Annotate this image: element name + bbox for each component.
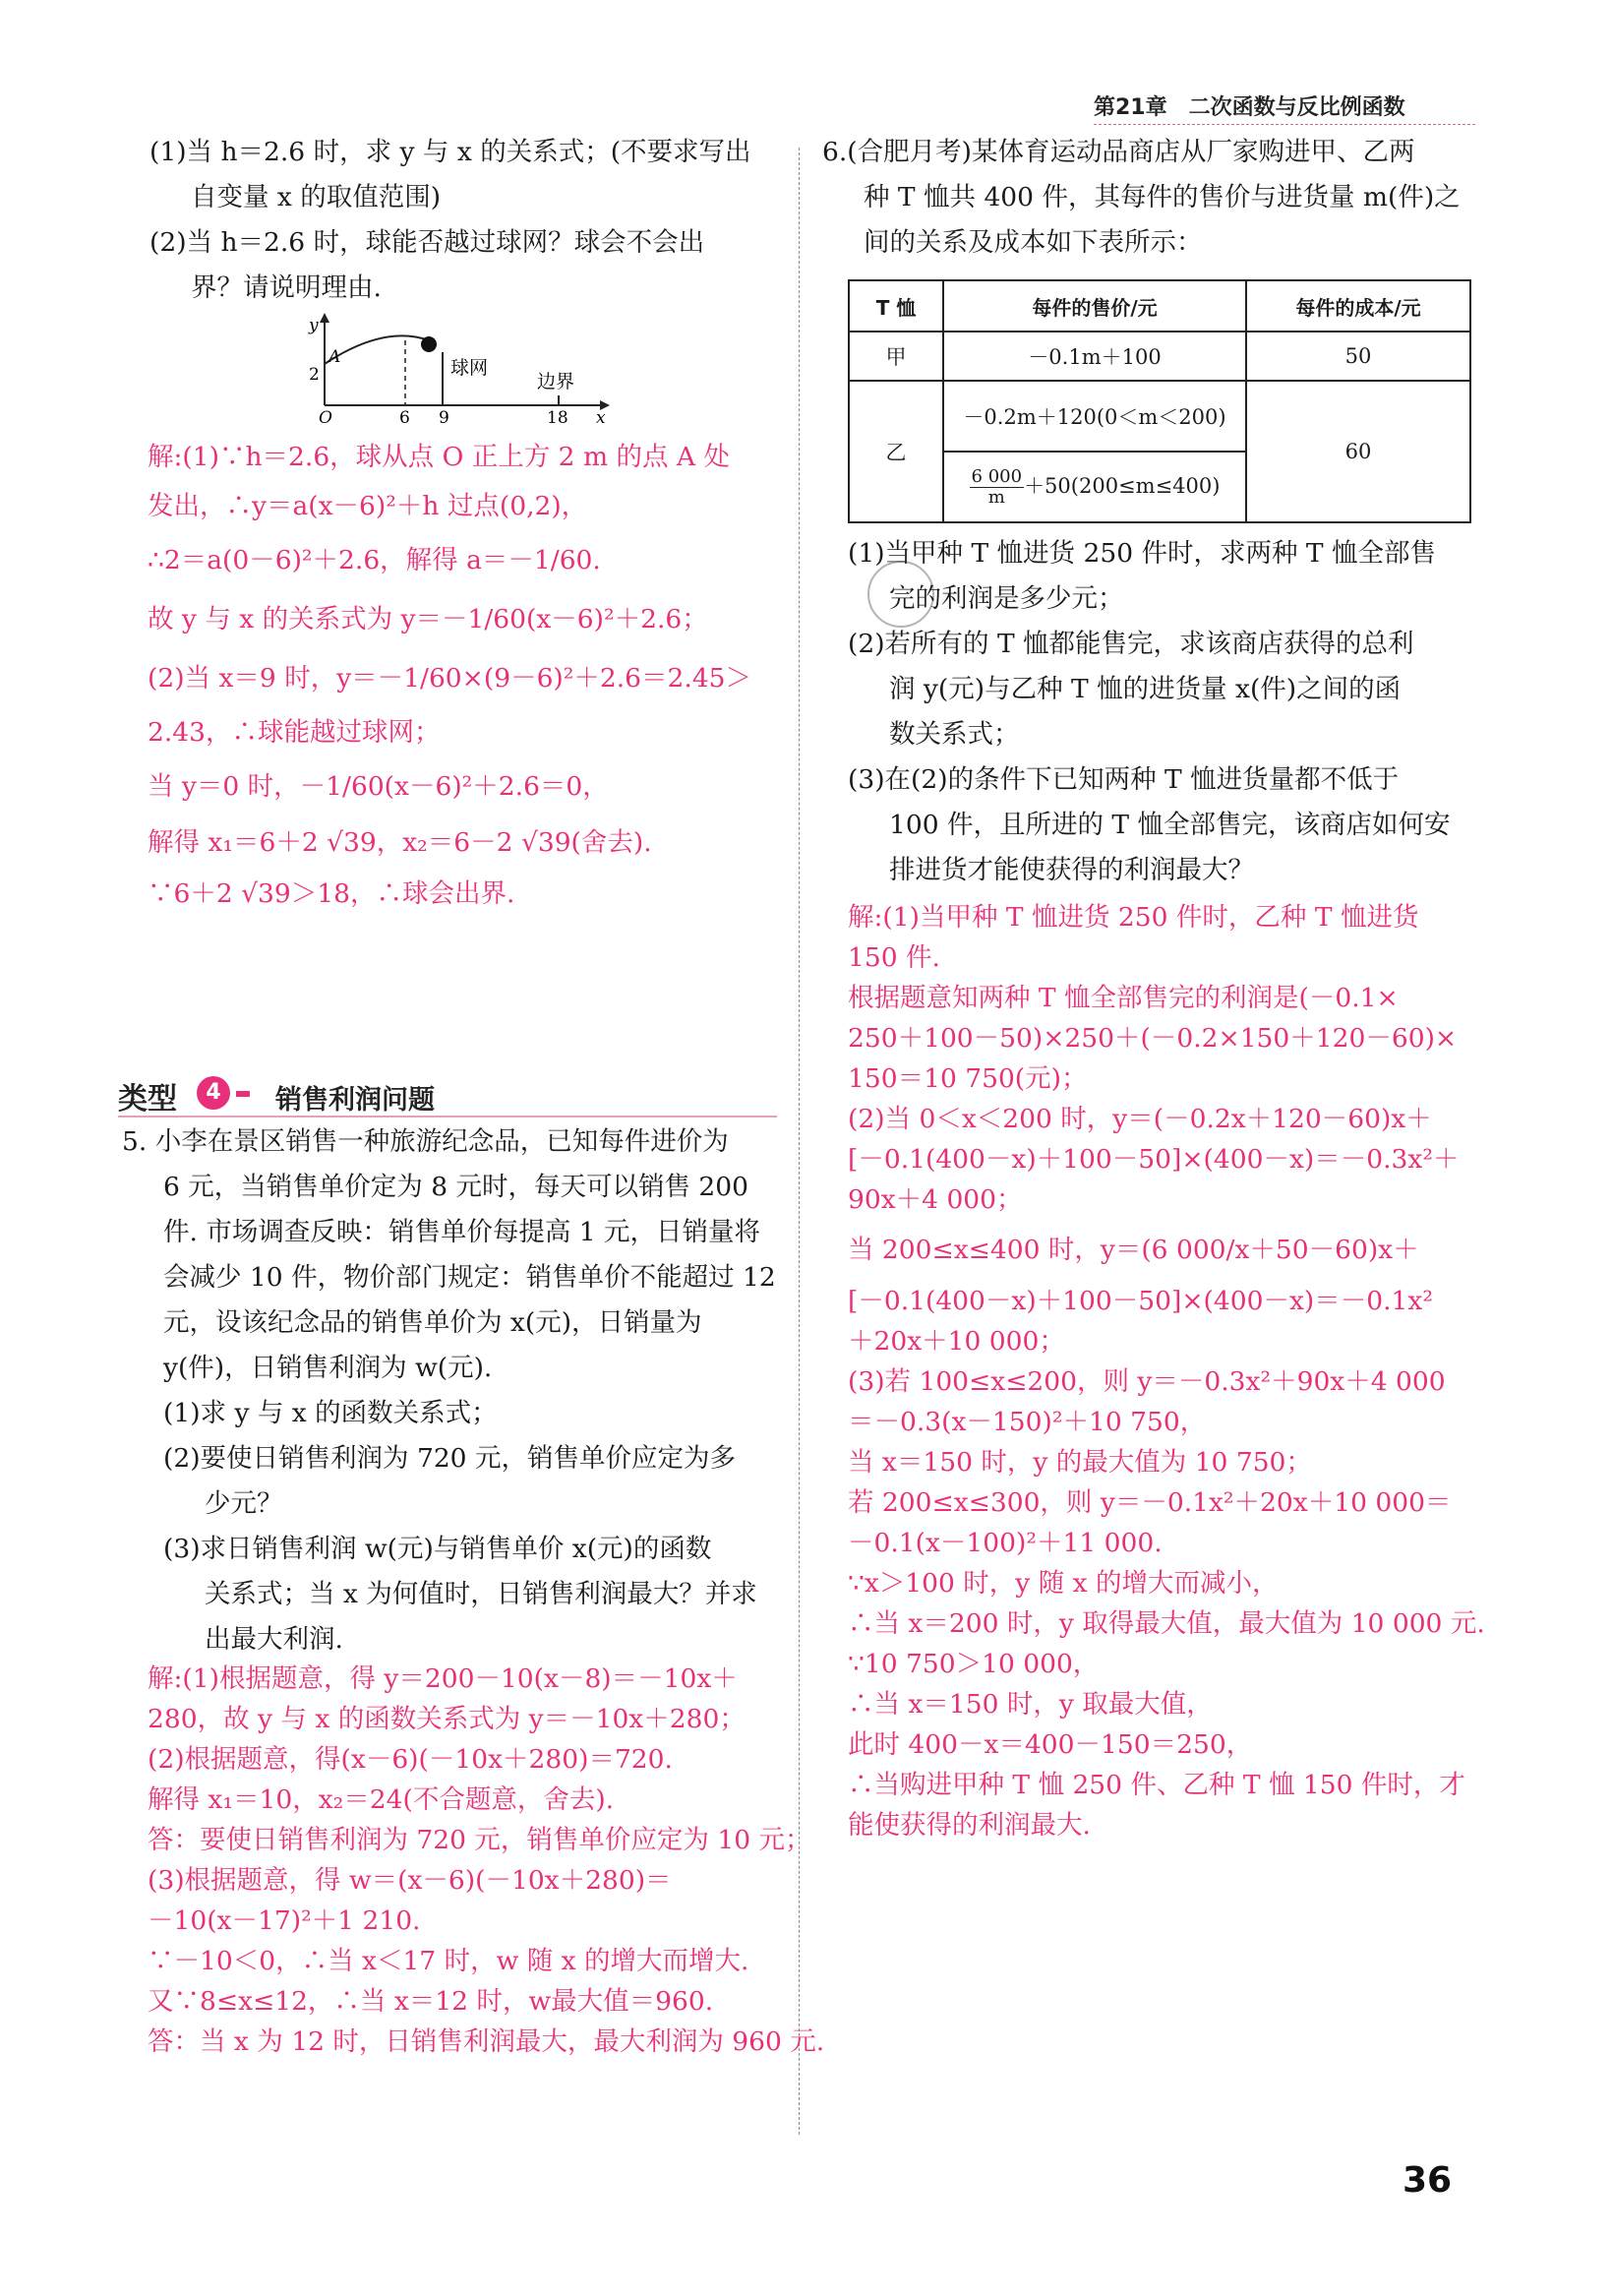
question-6 (822, 130, 1461, 266)
chapter-header: 第21章 二次函数与反比例函数 (1094, 95, 1405, 120)
sol-line: ∴2＝a(0－6)²＋2.6，解得 a＝－1/60. (148, 545, 601, 575)
sol6-line: 90x＋4 000； (848, 1184, 1023, 1215)
sol5-line: 又∵8≤x≤12，∴当 x＝12 时，w最大值＝960. (148, 1986, 714, 2017)
badge-bar (236, 1091, 250, 1097)
fraction-denominator: m (987, 486, 1005, 508)
q-sub2-cont: 界？请说明理由. (191, 272, 382, 303)
sol6-line: －0.1(x－100)²＋11 000. (848, 1528, 1163, 1558)
sol5-line: 解:(1)根据题意，得 y＝200－10(x－8)＝－10x＋ (148, 1663, 738, 1694)
q6-sub-line: 100 件，且所进的 T 恤全部售完，该商店如何安 (889, 810, 1451, 840)
q-sub1-cont: 自变量 x 的取值范围) (191, 182, 442, 212)
fraction-numerator: 6 000 (971, 465, 1023, 487)
boundary-label: 边界 (537, 371, 575, 393)
sol6-line: 能使获得的利润最大. (848, 1810, 1091, 1841)
solution-prev (148, 433, 751, 919)
sol6-line: [－0.1(400－x)＋100－50]×(400－x)＝－0.3x²＋ (848, 1144, 1460, 1175)
sol-line: 故 y 与 x 的关系式为 y＝－1/60(x－6)²＋2.6； (148, 604, 708, 634)
type-number-badge: 4 (197, 1076, 230, 1110)
y-axis-arrow (320, 313, 329, 323)
point-a-label: A (328, 347, 341, 367)
trajectory-diagram (305, 313, 620, 423)
sol6-line: 当 x＝150 时，y 的最大值为 10 750； (848, 1447, 1312, 1478)
eighteen-label: 18 (547, 408, 568, 423)
sol6-line: [－0.1(400－x)＋100－50]×(400－x)＝－0.1x² (848, 1286, 1433, 1316)
table-cell: －0.1m＋100 (943, 332, 1246, 381)
sol6-line: 150 件. (848, 942, 940, 973)
table-cell: 50 (1246, 332, 1470, 381)
table-header: 每件的成本/元 (1246, 280, 1470, 332)
q5-line: 5. 小李在景区销售一种旅游纪念品，已知每件进价为 (122, 1126, 729, 1157)
sol6-line: ∴当 x＝200 时，y 取得最大值，最大值为 10 000 元. (848, 1608, 1485, 1639)
sol-line: 解:(1)∵h＝2.6，球从点 O 正上方 2 m 的点 A 处 (148, 442, 730, 472)
q5-line: (1)求 y 与 x 的函数关系式； (163, 1398, 498, 1428)
q6-line: 间的关系及成本如下表所示： (864, 227, 1203, 258)
sol6-line: 根据题意知两种 T 恤全部售完的利润是(－0.1× (848, 983, 1399, 1013)
y-label: y (309, 316, 319, 335)
q5-line: 出最大利润. (205, 1624, 343, 1655)
fraction-rest: ＋50(200≤m≤400) (1024, 473, 1221, 498)
fraction (970, 467, 1025, 508)
table-cell: 60 (1246, 381, 1470, 522)
type-label: 类型 (118, 1082, 177, 1117)
sol6-line: (2)当 0＜x＜200 时，y＝(－0.2x＋120－60)x＋ (848, 1104, 1432, 1134)
sol5-line: 答：当 x 为 12 时，日销售利润最大，最大利润为 960 元. (148, 2026, 825, 2057)
sol5-line: ∵－10＜0，∴当 x＜17 时，w 随 x 的增大而增大. (148, 1946, 749, 1976)
sol5-line: (3)根据题意，得 w＝(x－6)(－10x＋280)＝ (148, 1865, 672, 1896)
sol6-line: 若 200≤x≤300，则 y＝－0.1x²＋20x＋10 000＝ (848, 1487, 1452, 1518)
q5-line: 6 元，当销售单价定为 8 元时，每天可以销售 200 (163, 1172, 748, 1202)
section-underline (118, 1116, 777, 1118)
q-sub1: (1)当 h＝2.6 时，求 y 与 x 的关系式；(不要求写出 (149, 137, 751, 167)
table-header: 每件的售价/元 (943, 280, 1246, 332)
q5-line: (3)求日销售利润 w(元)与销售单价 x(元)的函数 (163, 1534, 712, 1564)
table-header: T 恤 (849, 280, 943, 332)
question-6-parts (848, 531, 1451, 893)
q6-sub-line: (2)若所有的 T 恤都能售完，求该商店获得的总利 (848, 629, 1414, 659)
sol6-line: ∴当购进甲种 T 恤 250 件、乙种 T 恤 150 件时，才 (848, 1770, 1465, 1800)
sol6-line: 250＋100－50)×250＋(－0.2×150＋120－60)× (848, 1023, 1458, 1054)
q6-sub-line: 润 y(元)与乙种 T 恤的进货量 x(件)之间的函 (889, 674, 1402, 704)
sol5-line: －10(x－17)²＋1 210. (148, 1905, 421, 1936)
question-5 (122, 1119, 776, 1662)
sol6-line: ＝－0.3(x－150)²＋10 750， (848, 1407, 1207, 1437)
nine-label: 9 (439, 408, 449, 423)
q6-sub-line: (1)当甲种 T 恤进货 250 件时，求两种 T 恤全部售 (848, 538, 1437, 569)
q5-line: 元，设该纪念品的销售单价为 x(元)，日销量为 (163, 1307, 702, 1338)
sol6-line: 150＝10 750(元)； (848, 1063, 1088, 1094)
q5-line: 会减少 10 件，物价部门规定：销售单价不能超过 12 (163, 1262, 776, 1293)
sol-line: 发出，∴y＝a(x－6)²＋h 过点(0,2)， (148, 491, 588, 521)
table-cell: 甲 (849, 332, 943, 381)
section-header (118, 1068, 777, 1119)
table-cell: －0.2m＋120(0＜m＜200) (943, 381, 1246, 452)
sol6-line: ∴当 x＝150 时，y 取最大值， (848, 1689, 1213, 1720)
q6-line: 6.(合肥月考)某体育运动品商店从厂家购进甲、乙两 (822, 137, 1415, 167)
q5-line: y(件)，日销售利润为 w(元). (163, 1353, 493, 1383)
q6-sub-line: 排进货才能使获得的利润最大？ (889, 855, 1254, 885)
solution-5 (148, 1659, 824, 2062)
left-top-questions (149, 130, 751, 311)
q6-sub-line: 数关系式； (889, 719, 1020, 750)
sol-line: ∵6＋2 √39＞18，∴球会出界. (148, 878, 515, 909)
q6-line: 种 T 恤共 400 件，其每件的售价与进货量 m(件)之 (864, 182, 1461, 212)
q5-line: (2)要使日销售利润为 720 元，销售单价应定为多 (163, 1443, 736, 1474)
sol-line: 2.43，∴球能越过球网； (148, 717, 441, 748)
solution-6 (848, 897, 1485, 1845)
sol-line: 解得 x₁＝6＋2 √39，x₂＝6－2 √39(舍去). (148, 827, 652, 858)
sol-line: (2)当 x＝9 时，y＝－1/60×(9－6)²＋2.6＝2.45＞ (148, 663, 752, 694)
q6-sub-line: 完的利润是多少元； (889, 583, 1124, 614)
sol6-line: 此时 400－x＝400－150＝250， (848, 1729, 1253, 1760)
table-cell: 乙 (849, 381, 943, 522)
table-cell (943, 452, 1246, 522)
sol6-line: ∵10 750＞10 000， (848, 1649, 1100, 1679)
sol6-line: 解:(1)当甲种 T 恤进货 250 件时，乙种 T 恤进货 (848, 902, 1419, 933)
q-sub2: (2)当 h＝2.6 时，球能否越过球网？球会不会出 (149, 227, 705, 258)
sol6-line: ＋20x＋10 000； (848, 1326, 1065, 1357)
sol6-line: (3)若 100≤x≤200，则 y＝－0.3x²＋90x＋4 000 (848, 1366, 1446, 1397)
section-title: 销售利润问题 (275, 1085, 435, 1116)
six-label: 6 (399, 408, 410, 423)
sol5-line: 解得 x₁＝10，x₂＝24(不合题意，舍去). (148, 1784, 615, 1815)
sol5-line: 280，故 y 与 x 的函数关系式为 y＝－10x＋280； (148, 1704, 746, 1734)
x-label: x (596, 408, 606, 423)
sol6-line: ∵x＞100 时，y 随 x 的增大而减小， (848, 1568, 1279, 1599)
header-divider (1094, 124, 1475, 125)
two-label: 2 (309, 365, 320, 385)
net-label: 球网 (450, 357, 489, 379)
sol-line: 当 y＝0 时，－1/60(x－6)²＋2.6＝0， (148, 771, 609, 802)
q6-sub-line: (3)在(2)的条件下已知两种 T 恤进货量都不低于 (848, 764, 1400, 795)
ball (421, 336, 437, 352)
q5-line: 件. 市场调查反映：销售单价每提高 1 元，日销量将 (163, 1217, 761, 1247)
sol6-line: 当 200≤x≤400 时，y＝(6 000/x＋50－60)x＋ (848, 1235, 1419, 1265)
sol5-line: 答：要使日销售利润为 720 元，销售单价应定为 10 元； (148, 1825, 811, 1855)
q5-line: 关系式；当 x 为何值时，日销售利润最大？并求 (205, 1579, 757, 1609)
origin-label: O (319, 408, 332, 423)
q5-line: 少元？ (205, 1488, 283, 1519)
sol5-line: (2)根据题意，得(x－6)(－10x＋280)＝720. (148, 1744, 673, 1775)
page-number: 36 (1403, 2160, 1453, 2201)
price-cost-table (848, 279, 1471, 523)
